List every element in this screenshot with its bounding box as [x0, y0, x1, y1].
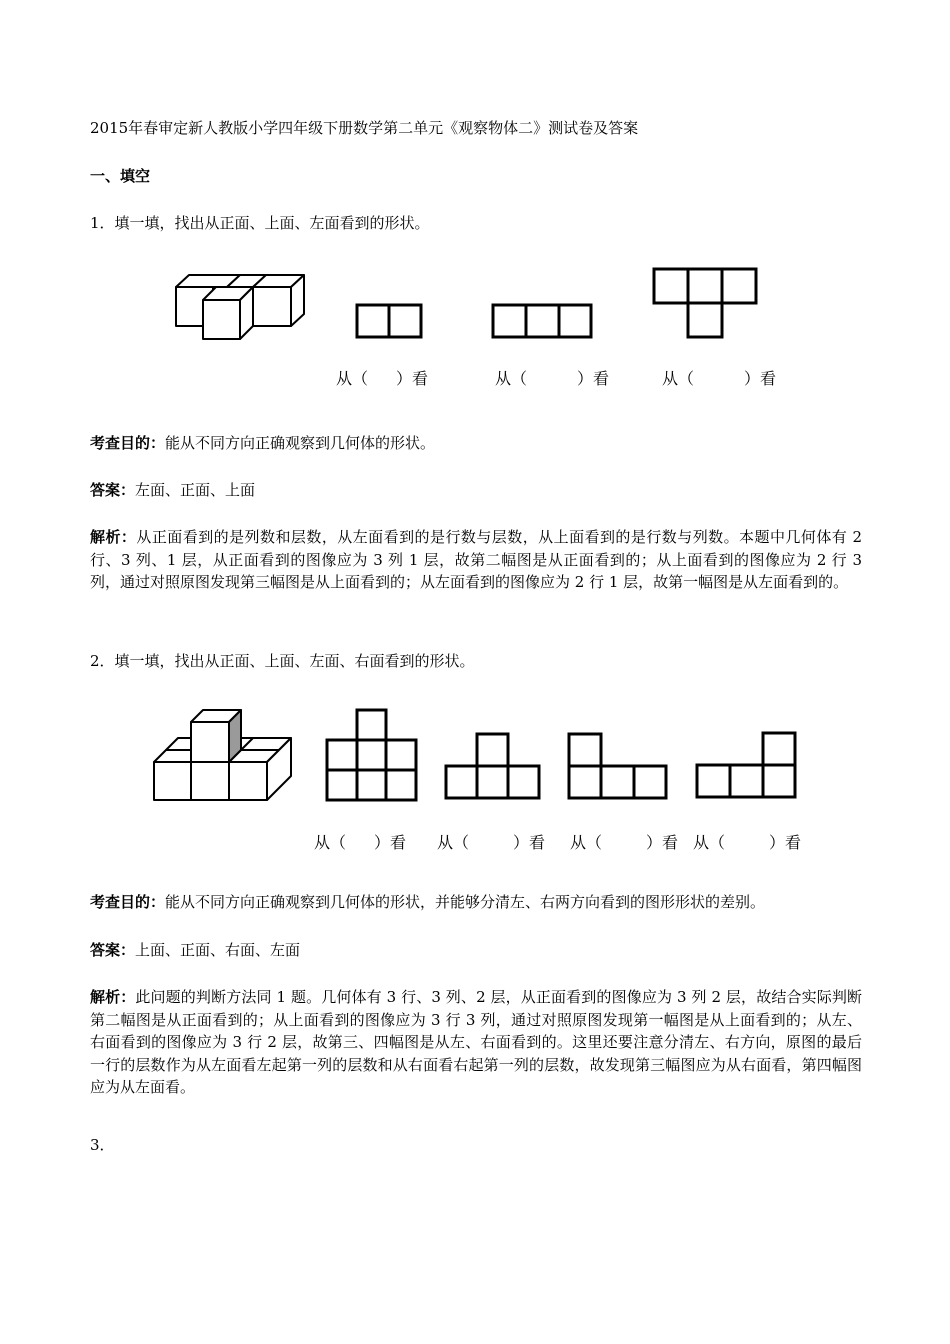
q1-view-3-label: 从（ ）看 [662, 369, 777, 388]
question-2-prompt: 2．填一填，找出从正面、上面、左面、右面看到的形状。 [90, 652, 475, 670]
question-1-prompt: 1．填一填，找出从正面、上面、左面看到的形状。 [90, 214, 430, 232]
q2-purpose: 考查目的：能从不同方向正确观察到几何体的形状，并能够分清左、右两方向看到的图形形状的差别。 [90, 893, 766, 911]
q1-view-1-label: 从（ ）看 [336, 369, 429, 388]
q1-answer: 答案：左面、正面、上面 [90, 481, 256, 499]
q2-answer: 答案：上面、正面、右面、左面 [90, 941, 301, 959]
q2-view-1-label: 从（ ）看 [314, 833, 407, 852]
q2-analysis: 解析：此问题的判断方法同 1 题。几何体有 3 行、3 列、2 层，从正面看到的图像应为 3 列 2 层，故结合实际判断第二幅图是从正面看到的；从上面看到的图像应为 3 行 3 列，通过对照原图发现第一幅图是从上面看到的；从左、右面看到的图像应为 3 行 2 层，故第三、四幅图是从左、右面看到的。这里还要注意分清左、右方向，原图的最后一行的层数作为从左面看左起第一列的层数和从右面看右起第一列的层数，故发现第三幅图应为从右面看，第四幅图应为从左面看。 [90, 988, 862, 1096]
question-3-number: 3． [90, 1136, 115, 1154]
document-title: 2015年春审定新人教版小学四年级下册数学第二单元《观察物体二》测试卷及答案 [90, 119, 639, 137]
q2-view-3-label: 从（ ）看 [570, 833, 679, 852]
section-heading: 一、填空 [90, 167, 151, 185]
q2-view-4-label: 从（ ）看 [693, 833, 802, 852]
q2-view-2-label: 从（ ）看 [437, 833, 546, 852]
q1-analysis: 解析：从正面看到的是列数和层数，从左面看到的是行数与层数，从上面看到的是行数与列数。本题中几何体有 2 行、3 列、1 层，从正面看到的图像应为 3 列 1 层，故第二幅图是从正面看到的；从上面看到的图像应为 2 行 3 列，通过对照原图发现第三幅图是从上面看到的；从左面看到的图像应为 2 行 1 层，故第一幅图是从左面看到的。 [90, 528, 862, 591]
q1-view-2-label: 从（ ）看 [495, 369, 610, 388]
q1-purpose: 考查目的：能从不同方向正确观察到几何体的形状。 [90, 434, 436, 452]
